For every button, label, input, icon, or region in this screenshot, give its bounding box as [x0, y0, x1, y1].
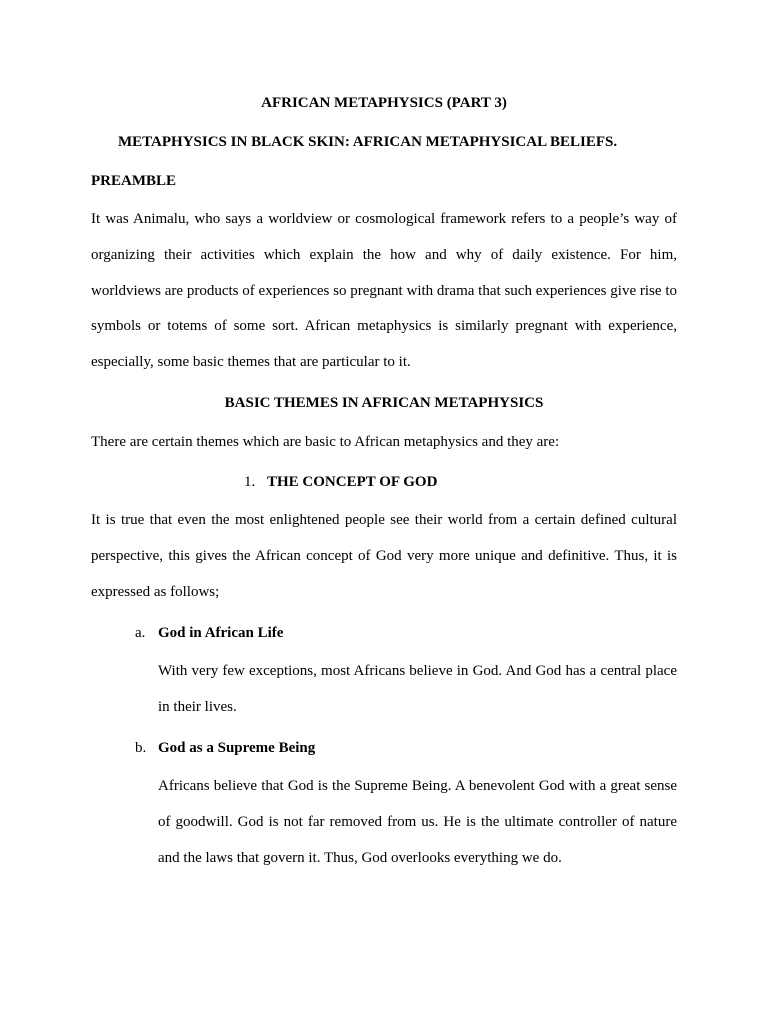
god-in-african-life-paragraph: With very few exceptions, most Africans believe in God. And God has a central place in their lives.: [158, 663, 677, 715]
preamble-paragraph: It was Animalu, who says a worldview or cosmological framework refers to a people’s way of organizing their activities which explain the how and why of daily existence. For him, worldviews are products of experiences so pregnant with drama that such experiences give rise to symbols or totems of some sort. African metaphysics is similarly pregnant with experience, especially, some basic themes that are particular to it.: [91, 211, 677, 371]
list-marker-a: a.: [135, 625, 146, 641]
subsection-heading-god-as-supreme-being: God as a Supreme Being: [158, 740, 316, 756]
subsection-heading-god-in-african-life: God in African Life: [158, 625, 284, 641]
document-subtitle: METAPHYSICS IN BLACK SKIN: AFRICAN METAPHYSICAL BELIEFS.: [118, 134, 618, 150]
document-title: AFRICAN METAPHYSICS (PART 3): [261, 95, 507, 111]
preamble-heading: PREAMBLE: [91, 173, 177, 189]
concept-of-god-paragraph: It is true that even the most enlightened people see their world from a certain defined cultural perspective, this gives the African concept of God very more unique and definitive. Thus, it is expressed as follows;: [91, 512, 677, 600]
section-number: 1.: [244, 474, 256, 490]
list-marker-b: b.: [135, 740, 147, 756]
section-heading-concept-of-god: THE CONCEPT OF GOD: [267, 474, 438, 490]
god-as-supreme-being-paragraph: Africans believe that God is the Supreme Being. A benevolent God with a great sense of goodwill. God is not far removed from us. He is the ultimate controller of nature and the laws that govern it. Thus, God overlooks everything we do.: [158, 778, 677, 866]
themes-heading: BASIC THEMES IN AFRICAN METAPHYSICS: [224, 395, 544, 411]
themes-intro: There are certain themes which are basic to African metaphysics and they are:: [91, 434, 560, 450]
